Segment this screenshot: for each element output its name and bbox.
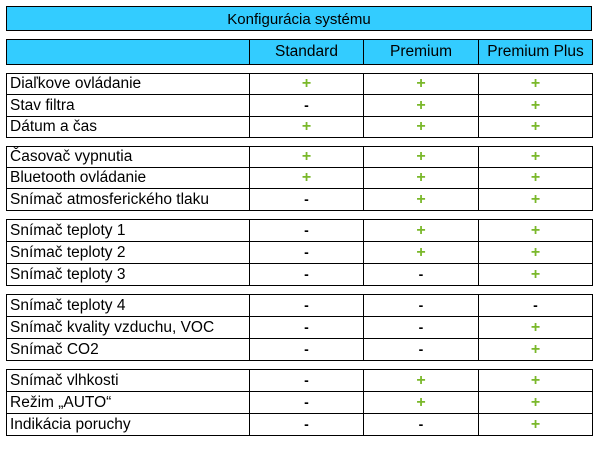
included-mark: + [416,371,426,389]
group-spacer [7,211,593,220]
group-spacer [7,286,593,295]
availability-cell [250,117,364,138]
included-mark: + [530,96,541,114]
included-mark: + [530,318,541,336]
availability-cell [364,95,479,117]
availability-cell [479,370,593,392]
availability-cell [250,370,364,392]
availability-cell [479,264,593,286]
availability-cell [479,95,593,117]
group-spacer [7,138,593,147]
not-included-mark: - [418,341,424,357]
included-mark: + [416,169,426,186]
not-included-mark: - [304,372,309,388]
availability-cell [364,242,479,264]
availability-cell [479,147,593,168]
not-included-mark: - [304,394,309,410]
feature-label: Snímač teploty 3 [7,264,250,286]
header-premium-plus: Premium Plus [479,40,593,65]
availability-cell [479,117,593,138]
availability-cell [250,264,364,286]
not-included-mark: - [418,416,424,432]
table-row [7,295,593,317]
availability-cell [479,392,593,414]
feature-label: Snímač vlhkosti [7,370,250,392]
availability-cell [250,147,364,168]
table-row [7,117,593,138]
availability-cell [364,147,479,168]
feature-label: Diaľkove ovládanie [7,74,250,95]
included-mark: + [530,243,541,261]
table-row [7,392,593,414]
included-mark: + [530,340,541,358]
header-row [7,40,593,65]
not-included-mark: - [304,222,309,238]
feature-label: Snímač CO2 [7,339,250,361]
availability-cell [479,414,593,436]
feature-label: Časovač vypnutia [7,147,250,168]
availability-cell [364,220,479,242]
config-table-container [6,6,592,436]
included-mark: + [416,75,426,92]
not-included-mark: - [304,266,309,282]
availability-cell [250,242,364,264]
availability-cell [364,295,479,317]
not-included-mark: - [418,266,424,282]
included-mark: + [301,75,312,92]
feature-label: Stav filtra [7,95,250,117]
included-mark: + [416,393,426,411]
availability-cell [250,168,364,189]
not-included-mark: - [304,244,309,260]
table-row [7,339,593,361]
availability-cell [250,392,364,414]
included-mark: + [416,96,426,114]
availability-cell [364,189,479,211]
header-standard: Standard [250,40,364,65]
availability-cell [250,220,364,242]
availability-cell [250,189,364,211]
availability-cell [250,95,364,117]
availability-cell [250,317,364,339]
included-mark: + [530,118,541,135]
not-included-mark: - [304,416,309,432]
table-row [7,74,593,95]
included-mark: + [301,148,312,165]
table-row [7,242,593,264]
not-included-mark: - [304,319,309,335]
availability-cell [364,370,479,392]
included-mark: + [530,75,541,92]
table-row [7,370,593,392]
not-included-mark: - [418,319,424,335]
header-premium: Premium [364,40,479,65]
availability-cell [364,74,479,95]
availability-cell [250,74,364,95]
feature-label: Režim „AUTO“ [7,392,250,414]
feature-label: Snímač kvality vzduchu, VOC [7,317,250,339]
availability-cell [364,117,479,138]
included-mark: + [301,169,312,186]
not-included-mark: - [304,97,309,113]
availability-cell [364,392,479,414]
availability-cell [479,317,593,339]
feature-label: Snímač teploty 1 [7,220,250,242]
availability-cell [364,317,479,339]
included-mark: + [530,221,541,239]
group-spacer-cell [7,286,593,295]
availability-cell [479,74,593,95]
availability-cell [479,339,593,361]
table-title: Konfigurácia systému [6,6,592,31]
group-spacer-cell [7,138,593,147]
table-row [7,220,593,242]
table-row [7,95,593,117]
not-included-mark: - [418,297,424,313]
table-row [7,189,593,211]
feature-label: Snímač atmosferického tlaku [7,189,250,211]
availability-cell [479,168,593,189]
availability-cell [250,295,364,317]
group-spacer-cell [7,361,593,370]
feature-label: Indikácia poruchy [7,414,250,436]
table-row [7,147,593,168]
group-spacer [7,65,593,74]
included-mark: + [530,415,541,433]
group-spacer [7,361,593,370]
feature-label: Bluetooth ovládanie [7,168,250,189]
included-mark: + [530,265,541,283]
group-spacer-cell [7,65,593,74]
not-included-mark: - [304,297,309,313]
included-mark: + [530,148,541,165]
included-mark: + [301,118,312,135]
included-mark: + [530,393,541,411]
included-mark: + [416,190,426,208]
availability-cell [479,220,593,242]
table-row [7,168,593,189]
feature-label: Snímač teploty 2 [7,242,250,264]
availability-cell [364,339,479,361]
included-mark: + [416,243,426,261]
table-row [7,317,593,339]
availability-cell [479,242,593,264]
table-row [7,264,593,286]
included-mark: + [530,190,541,208]
feature-label: Dátum a čas [7,117,250,138]
not-included-mark: - [533,297,538,313]
availability-cell [364,414,479,436]
availability-cell [364,264,479,286]
availability-cell [364,168,479,189]
included-mark: + [530,169,541,186]
availability-cell [250,414,364,436]
table-row [7,414,593,436]
not-included-mark: - [304,341,309,357]
not-included-mark: - [304,191,309,207]
included-mark: + [416,221,426,239]
availability-cell [479,189,593,211]
header-blank-cell [7,40,250,65]
group-spacer-cell [7,211,593,220]
included-mark: + [416,118,426,135]
availability-cell [250,339,364,361]
included-mark: + [530,371,541,389]
included-mark: + [416,148,426,165]
availability-cell [479,295,593,317]
feature-table [6,39,593,436]
feature-label: Snímač teploty 4 [7,295,250,317]
